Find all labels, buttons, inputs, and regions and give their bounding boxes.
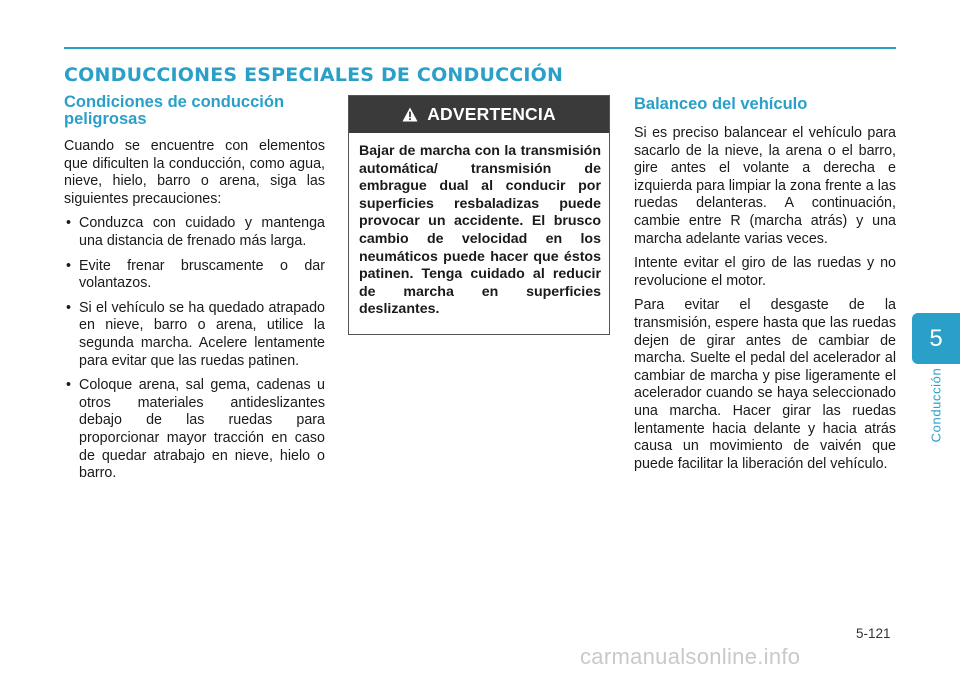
right-paragraph: Para evitar el desgaste de la transmisión, espere hasta que las ruedas dejen de girar antes de cambiar de marcha. Suelte el pedal del acelerador al cambiar de marcha y pise ligeramente el acelerador cuando se haya seleccionado una marcha. Hacer girar las ruedas lentamente hacia delante y hacia atrás causa un movimiento de vaivén que puede facilitar la liberación del vehículo. — [634, 297, 896, 472]
list-item: • Evite frenar bruscamente o dar volantazos. — [64, 258, 325, 293]
page-number: 5-121 — [856, 626, 891, 641]
left-heading: Condiciones de conducción peligrosas — [64, 93, 285, 128]
watermark: carmanualsonline.info — [580, 644, 801, 669]
chapter-label: Conducción — [928, 367, 944, 443]
list-item: • Coloque arena, sal gema, cadenas u otros materiales antideslizantes debajo de las ruedas para proporcionar mayor tracción en caso de quedar atrabajo en nieve, hielo o barro. — [64, 377, 325, 483]
right-column — [634, 94, 896, 480]
warning-header — [349, 96, 609, 133]
left-intro: Cuando se encuentre con elementos que dificulten la conducción, como agua, nieve, hielo, barro o arena, siga las siguientes precauciones: — [64, 138, 325, 207]
warning-title: ADVERTENCIA — [427, 104, 556, 124]
warning-text: Bajar de marcha con la transmisión automática/ transmisión de embrague dual al conducir por superficies resbaladizas puede provocar un accidente. El brusco cambio de velocidad en los neumáticos puede hacer que éstos patinen. Tenga cuidado al reducir de marcha en superficies deslizantes. — [359, 143, 601, 318]
list-item: • Si el vehículo se ha quedado atrapado en nieve, barro o arena, utilice la segunda marcha. Acelere lentamente para evitar que las ruedas patinen. — [64, 300, 325, 370]
header-rule — [64, 47, 896, 49]
list-item: • Conduzca con cuidado y mantenga una distancia de frenado más larga. — [64, 215, 325, 250]
chapter-tab[interactable] — [912, 313, 960, 364]
warning-triangle-icon — [402, 107, 418, 122]
precautions-list — [64, 215, 325, 482]
section-title: CONDUCCIONES ESPECIALES DE CONDUCCIÓN — [64, 64, 564, 86]
chapter-number: 5 — [929, 324, 943, 352]
right-paragraph: Si es preciso balancear el vehículo para sacarlo de la nieve, la arena o el barro, gire antes el volante a derecha e izquierda para limpiar la zona frente a las ruedas delanteras. A continuación, cambie entre R (marcha atrás) y una marcha adelante varias veces. — [634, 125, 896, 247]
left-column — [64, 94, 325, 490]
right-heading: Balanceo del vehículo — [634, 95, 808, 113]
warning-box — [348, 95, 610, 335]
right-paragraph: Intente evitar el giro de las ruedas y no revolucione el motor. — [634, 255, 896, 289]
